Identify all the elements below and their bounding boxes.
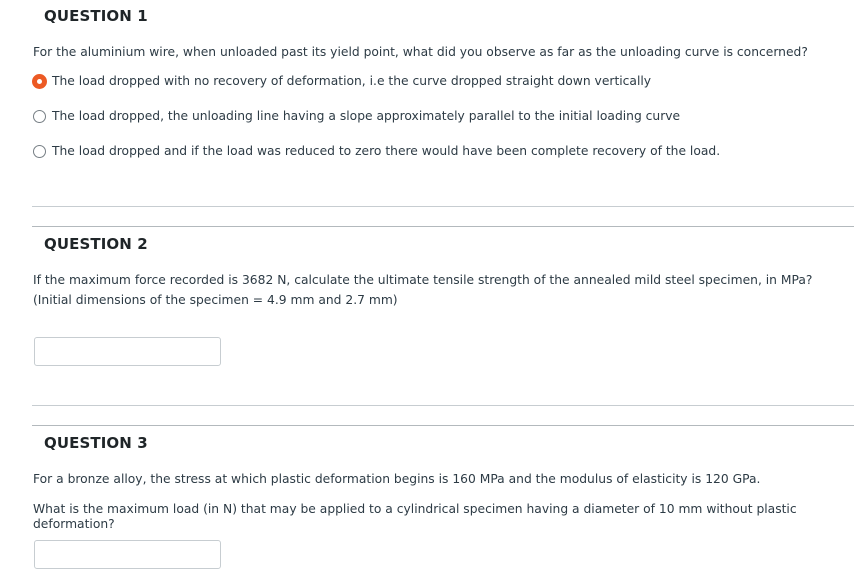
question-1-title: QUESTION 1	[44, 7, 148, 25]
question-2-title: QUESTION 2	[44, 235, 148, 253]
radio-empty-icon[interactable]	[33, 145, 46, 158]
option-label: The load dropped and if the load was reduced to zero there would have been complete recovery of the load.	[52, 144, 721, 158]
option-label: The load dropped with no recovery of deformation, i.e the curve dropped straight down vertically	[52, 74, 652, 88]
question-2-dimensions-text: (Initial dimensions of the specimen = 4.9 mm and 2.7 mm)	[33, 293, 398, 307]
question-3-text: For a bronze alloy, the stress at which plastic deformation begins is 160 MPa and the modulus of elasticity is 120 GPa.	[33, 472, 761, 486]
divider	[32, 425, 854, 426]
divider	[32, 405, 854, 406]
question-3-question-text: What is the maximum load (in N) that may be applied to a cylindrical specimen having a diameter of 10 mm without plastic deformation?	[33, 502, 797, 531]
question-2-text: If the maximum force recorded is 3682 N, calculate the ultimate tensile strength of the annealed mild steel specimen, in MPa?	[33, 273, 813, 287]
option-label: The load dropped, the unloading line having a slope approximately parallel to the initial loading curve	[52, 109, 681, 123]
question-1-text: For the aluminium wire, when unloaded past its yield point, what did you observe as far as the unloading curve is concerned?	[33, 45, 808, 59]
divider	[32, 206, 854, 207]
question-3-title: QUESTION 3	[44, 434, 148, 452]
radio-selected-icon[interactable]	[32, 74, 47, 89]
question-3-answer-input[interactable]	[34, 540, 221, 569]
question-1-option-1[interactable]	[33, 73, 651, 89]
question-2-answer-input[interactable]	[34, 337, 221, 366]
question-1-option-3[interactable]	[33, 143, 720, 159]
radio-empty-icon[interactable]	[33, 110, 46, 123]
divider	[32, 226, 854, 227]
question-1-option-2[interactable]	[33, 108, 680, 124]
